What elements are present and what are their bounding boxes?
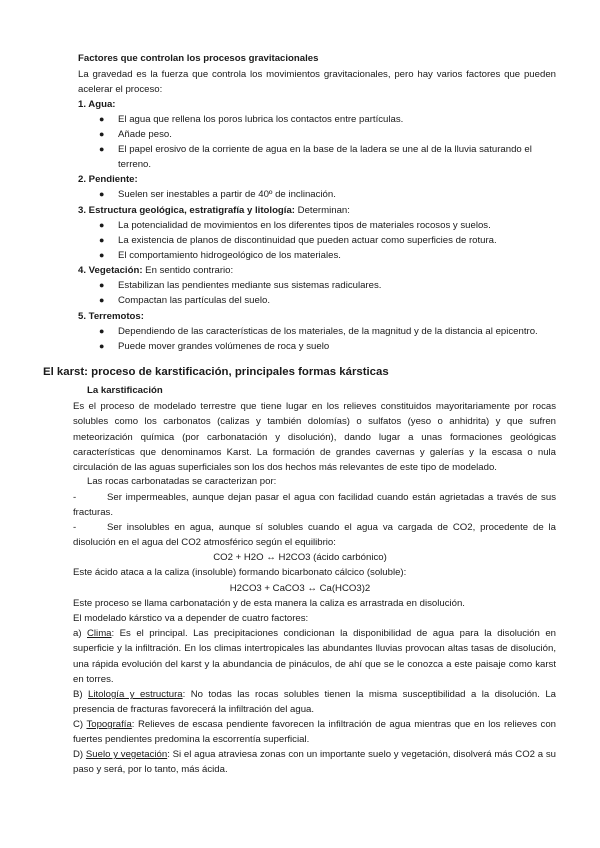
bullet-item: ● Puede mover grandes volúmenes de roca y suelo [99,341,330,352]
bullet-continuation: terreno. [118,159,152,170]
bullet-item: ● Compactan las partículas del suelo. [99,295,270,306]
paragraph: Este proceso se llama carbonatación y de esta manera la caliza es arrastrada en disolución. [73,598,465,609]
bullet-item: ● Dependiendo de las características de los materiales, de la magnitud y de la distancia al epicentro. [99,326,538,337]
bullet-item: ● El comportamiento hidrogeológico de los materiales. [99,250,341,261]
intro-paragraph: La gravedad es la fuerza que controla los movimientos gravitacionales, pero hay varios factores que pueden acelerar el proceso: [78,69,556,96]
section-title: Factores que controlan los procesos gravitacionales [78,53,319,64]
paragraph: Es el proceso de modelado terrestre que tiene lugar en los relieves constituidos mayoritariamente por rocas solubles como los carbonatos (calizas y también dolomías) o sulfatos (yeso o anhidrita) y que sufren meteorización química (por carbonatación y disolución), dando lugar a unas formaciones geológicas características que denominamos Karst. La formación de grandes cavernas y galerías y la escasa o nula circulación de las aguas superficiales son los dos hechos más relevantes de este tipo de modelado. [73,401,556,474]
bullet-item: ● El papel erosivo de la corriente de agua en la base de la ladera se une al de la lluvia saturando el [99,144,532,155]
factor-water-label: 1. Agua: [78,99,116,110]
section-heading: El karst: proceso de karstificación, principales formas kársticas [43,366,389,378]
dash-marker: - [73,522,77,533]
dash-item: Ser insolubles en agua, aunque sí solubles cuando el agua va cargada de CO2, procedente de la disolución en el agua del CO2 atmosférico según el equilibrio: [73,522,556,549]
paragraph: Las rocas carbonatadas se caracterizan por: [87,476,277,487]
bullet-item: ● La existencia de planos de discontinuidad que pueden actuar como superficies de rotura. [99,235,497,246]
paragraph: Este ácido ataca a la caliza (insoluble) formando bicarbonato cálcico (soluble): [73,567,407,578]
equation: CO2 + H2O ↔ H2CO3 (ácido carbónico) [213,552,387,563]
subheading: La karstificación [87,385,163,396]
equation: H2CO3 + CaCO3 ↔ Ca(HCO3)2 [229,583,371,594]
bullet-item: ● El agua que rellena los poros lubrica los contactos entre partículas. [99,114,404,125]
bullet-item: ● La potencialidad de movimientos en los diferentes tipos de materiales rocosos y suelos. [99,220,491,231]
dash-marker: - [73,492,77,503]
factor-vegetation-label: 4. Vegetación: En sentido contrario: [78,265,234,276]
paragraph: El modelado kárstico va a depender de cuatro factores: [73,613,309,624]
factor-topography: C) Topografía: Relieves de escasa pendiente favorecen la infiltración de agua mientras que en los relieves con fuertes pendientes predomina la escorrentía superficial. [73,719,556,746]
factor-slope-label: 2. Pendiente: [78,174,138,185]
factor-earthquake-label: 5. Terremotos: [78,311,144,322]
dash-item: Ser impermeables, aunque dejan pasar el agua con facilidad cuando están agrietadas a través de sus fracturas. [73,492,556,519]
bullet-item: ● Estabilizan las pendientes mediante sus sistemas radiculares. [99,280,382,291]
factor-climate: a) Clima: Es el principal. Las precipitaciones condicionan la disponibilidad de agua para la disolución en superficie y la infiltración. En los climas intertropicales las abundantes lluvias provocan altas tasas de disolución, una rápida evolución del karst y la abundancia de pináculos, de ahí que se le conozca a este paisaje como karst en torres. [73,628,556,685]
factor-structure-label: 3. Estructura geológica, estratigrafía y litología: Determinan: [78,205,350,216]
factor-lithology: B) Litología y estructura: No todas las rocas solubles tienen la misma susceptibilidad a la disolución. La presencia de fracturas favorecerá la infiltración del agua. [73,689,557,716]
factor-soil-vegetation: D) Suelo y vegetación: Si el agua atraviesa zonas con un importante suelo y vegetación, disolverá más CO2 a su paso y será, por lo tanto, más ácida. [73,749,556,776]
bullet-item: ● Suelen ser inestables a partir de 40º de inclinación. [99,189,336,200]
bullet-item: ● Añade peso. [99,129,172,140]
